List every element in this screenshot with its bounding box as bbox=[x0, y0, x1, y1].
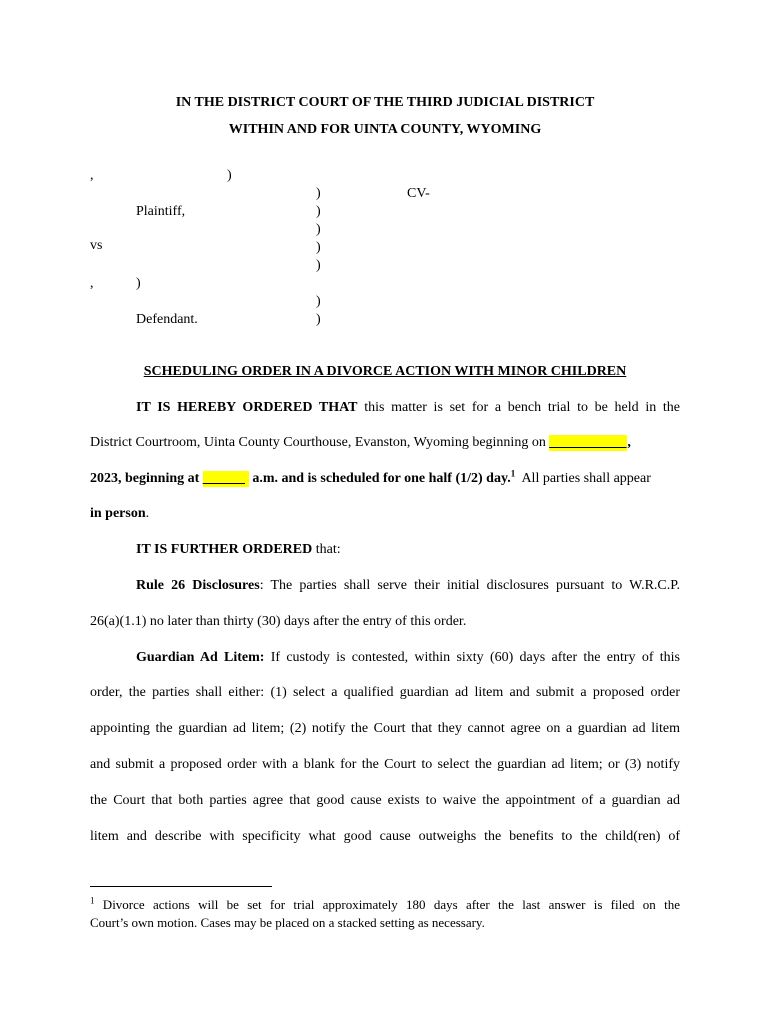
footnote-line1: $^1$ Divorce actions will be set for trial approximately 180 days after the last answer is filed on the bbox=[90, 895, 680, 912]
caption-paren-defendant: ) bbox=[136, 276, 141, 291]
caption-paren-top: ) bbox=[227, 168, 232, 183]
caption-paren: ) bbox=[316, 204, 321, 219]
para4-line: appointing the guardian ad litem; (2) notify the Court that they cannot agree on a guardian ad litem bbox=[90, 721, 680, 736]
footnote-line2: Court’s own motion. Cases may be placed on a stacked setting as necessary. bbox=[90, 915, 485, 930]
rule26-heading: Rule 26 Disclosures bbox=[136, 578, 260, 593]
para1-line3: 2023, beginning at ______ a.m. and is scheduled for one half (1/2) day.$^1$ All parties shall appear bbox=[90, 468, 651, 486]
para3-line1: Rule 26 Disclosures: The parties shall serve their initial disclosures pursuant to W.R.C.P. bbox=[136, 578, 680, 593]
caption-paren: ) bbox=[316, 294, 321, 309]
guardian-heading: Guardian Ad Litem: bbox=[136, 650, 265, 665]
defendant-label: Defendant. bbox=[136, 312, 198, 327]
caption-paren: ) bbox=[316, 312, 321, 327]
para1-lead: IT IS HEREBY ORDERED THAT bbox=[136, 400, 358, 415]
caption-comma-plaintiff: , bbox=[90, 168, 94, 183]
case-number: CV- bbox=[407, 186, 430, 201]
footnote-separator bbox=[90, 886, 272, 887]
footnote-ref: 1 bbox=[510, 468, 516, 479]
footnote-number: 1 bbox=[90, 895, 95, 906]
para4-line: and submit a proposed order with a blank for the Court to select the guardian ad litem; or (3) notify bbox=[90, 757, 680, 772]
para1-line4: in person. bbox=[90, 506, 150, 521]
para3-line2: 26(a)(1.1) no later than thirty (30) days after the entry of this order. bbox=[90, 614, 467, 629]
caption-paren: ) bbox=[316, 222, 321, 237]
para2: IT IS FURTHER ORDERED that: bbox=[136, 542, 341, 557]
plaintiff-label: Plaintiff, bbox=[136, 204, 186, 219]
court-heading-line2: WITHIN AND FOR UINTA COUNTY, WYOMING bbox=[228, 122, 542, 137]
para4-line: the Court that both parties agree that good cause exists to waive the appointment of a guardian ad bbox=[90, 793, 680, 808]
order-title: SCHEDULING ORDER IN A DIVORCE ACTION WITH MINOR CHILDREN bbox=[143, 364, 627, 379]
caption-paren: ) bbox=[316, 186, 321, 201]
trial-time-blank[interactable]: ______ bbox=[203, 471, 249, 487]
para1-line1: IT IS HEREBY ORDERED THAT this matter is set for a bench trial to be held in the bbox=[136, 400, 681, 415]
para4-line: litem and describe with specificity what good cause outweighs the benefits to the child(ren) of bbox=[90, 829, 680, 844]
trial-date-blank[interactable]: ___________ bbox=[549, 435, 627, 450]
caption-paren: ) bbox=[316, 258, 321, 273]
para1-line2: District Courtroom, Uinta County Courthouse, Evanston, Wyoming beginning on ___________, bbox=[90, 435, 631, 450]
versus-label: vs bbox=[90, 238, 103, 253]
court-heading-line1: IN THE DISTRICT COURT OF THE THIRD JUDICIAL DISTRICT bbox=[175, 95, 595, 110]
caption-paren: ) bbox=[316, 240, 321, 255]
caption-comma-defendant: , bbox=[90, 276, 94, 291]
para4-line: order, the parties shall either: (1) select a qualified guardian ad litem and submit a proposed order bbox=[90, 685, 680, 700]
para4-line1: Guardian Ad Litem: If custody is contested, within sixty (60) days after the entry of this bbox=[136, 650, 680, 665]
